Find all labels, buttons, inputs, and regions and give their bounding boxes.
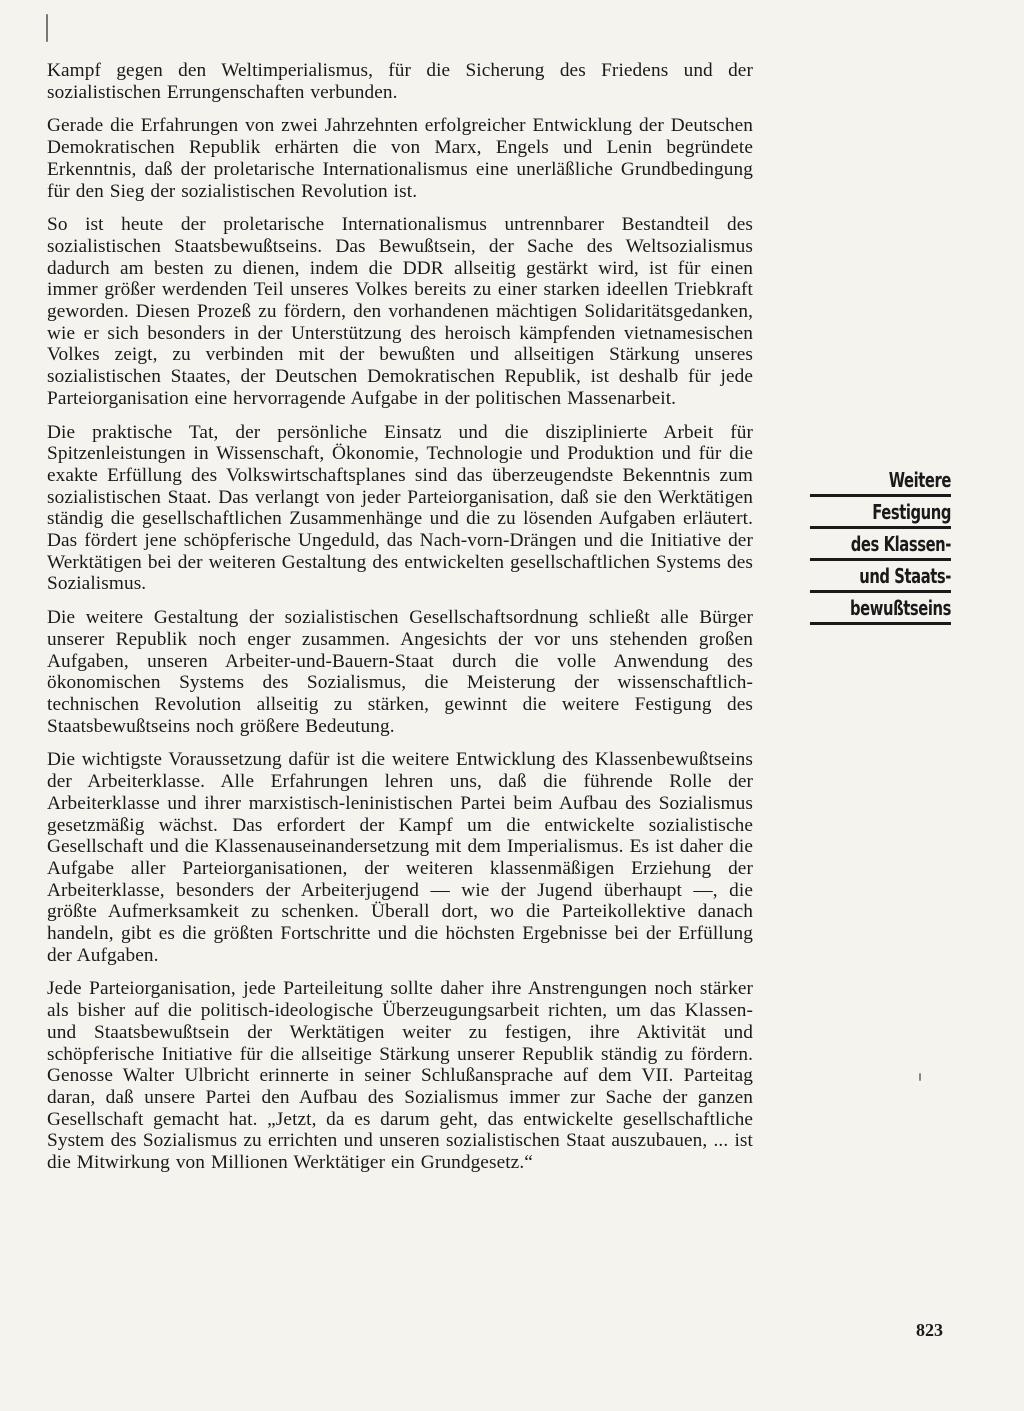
margin-heading xyxy=(779,465,951,625)
paragraph: Die wichtigste Voraussetzung dafür ist die weitere Entwicklung des Klassenbewußtseins der Arbeiterklasse. Alle Erfahrungen lehren uns, daß die führende Rolle der Arbeiterklasse und ihrer marxistisch-leninistischen Partei beim Aufbau des Sozialismus gesetzmäßig wächst. Das erfordert der Kampf um die entwickelte sozialistische Gesellschaft und die Klassenauseinandersetzung mit dem Imperialismus. Es ist daher die Aufgabe aller Parteiorganisationen, der weiteren klassenmäßigen Erziehung der Arbeiterklasse, besonders der Arbeiterjugend — wie der Jugend überhaupt —, die größte Aufmerksamkeit zu schenken. Überall dort, wo die Parteikollektive danach handeln, gibt es die größten Fortschritte und die höchsten Ergebnisse bei der Erfüllung der Aufgaben. xyxy=(47,749,753,966)
paragraph: Kampf gegen den Weltimperialismus, für die Sicherung des Friedens und der sozialistischen Errungenschaften verbunden. xyxy=(47,60,753,103)
margin-heading-line: Festigung xyxy=(810,497,951,529)
body-text xyxy=(47,60,753,1186)
scan-speck xyxy=(919,1073,921,1081)
paragraph: Die praktische Tat, der persönliche Einsatz und die disziplinierte Arbeit für Spitzenleistungen in Wissenschaft, Ökonomie, Technologie und Produktion und für die exakte Erfüllung des Volkswirtschaftsplanes sind das überzeugendste Bekenntnis zum sozialistischen Staat. Das verlangt von jeder Parteiorganisation, daß sie den Werktätigen ständig die gesellschaftlichen Zusammenhänge und die zu lösenden Aufgaben erläutert. Das fördert jene schöpferische Ungeduld, das Nach-vorn-Drängen und die Initiative der Werktätigen bei der weiteren Gestaltung des entwickelten gesellschaftlichen Systems des Sozialismus. xyxy=(47,421,753,595)
paragraph: Gerade die Erfahrungen von zwei Jahrzehnten erfolgreicher Entwicklung der Deutschen Demokratischen Republik erhärten die von Marx, Engels und Lenin begründete Erkenntnis, daß der proletarische Internationalismus eine unerläßliche Grundbedingung für den Sieg der sozialistischen Revolution ist. xyxy=(47,115,753,202)
margin-heading-line: Weitere xyxy=(810,465,951,497)
page-number: 823 xyxy=(916,1320,943,1340)
margin-heading-line: und Staats- xyxy=(810,561,951,593)
paragraph: So ist heute der proletarische Internationalismus untrennbarer Bestandteil des sozialistischen Staatsbewußtseins. Das Bewußtsein, der Sache des Weltsozialismus dadurch am besten zu dienen, indem die DDR allseitig gestärkt wird, ist für einen immer größer werdenden Teil unseres Volkes bereits zu einer starken ideellen Triebkraft geworden. Diesen Prozeß zu fördern, den vorhandenen mächtigen Solidaritätsgedanken, wie er sich besonders in der Unterstützung des heroisch kämpfenden vietnamesischen Volkes zeigt, zu verbinden mit der bewußten und allseitigen Stärkung unseres sozialistischen Staates, der Deutschen Demokratischen Republik, ist deshalb für jede Parteiorganisation eine hervorragende Aufgabe in der politischen Massenarbeit. xyxy=(47,214,753,409)
scan-speck xyxy=(46,14,48,42)
paragraph: Die weitere Gestaltung der sozialistischen Gesellschaftsordnung schließt alle Bürger unserer Republik noch enger zusammen. Angesichts der vor uns stehenden großen Aufgaben, unseren Arbeiter-und-Bauern-Staat durch die volle Anwendung des ökonomischen Systems des Sozialismus, die Meisterung der wissenschaftlich-technischen Revolution allseitig zu stärken, gewinnt die weitere Festigung des Staatsbewußtseins noch größere Bedeutung. xyxy=(47,607,753,737)
paragraph: Jede Parteiorganisation, jede Parteileitung sollte daher ihre Anstrengungen noch stärker als bisher auf die politisch-ideologische Überzeugungsarbeit richten, um das Klassen- und Staatsbewußtsein der Werktätigen weiter zu festigen, ihre Aktivität und schöpferische Initiative für die allseitige Stärkung unserer Republik ständig zu fördern. Genosse Walter Ulbricht erinnerte in seiner Schlußansprache auf dem VII. Parteitag daran, daß unsere Partei den Aufbau des Sozialismus immer zur Sache der ganzen Gesellschaft gemacht hat. „Jetzt, da es darum geht, das entwickelte gesellschaftliche System des Sozialismus zu errichten und unseren sozialistischen Staat auszubauen, ... ist die Mitwirkung von Millionen Werktätiger ein Grundgesetz.“ xyxy=(47,978,753,1174)
margin-heading-line: des Klassen- xyxy=(810,529,951,561)
margin-heading-line: bewußtseins xyxy=(810,593,951,625)
